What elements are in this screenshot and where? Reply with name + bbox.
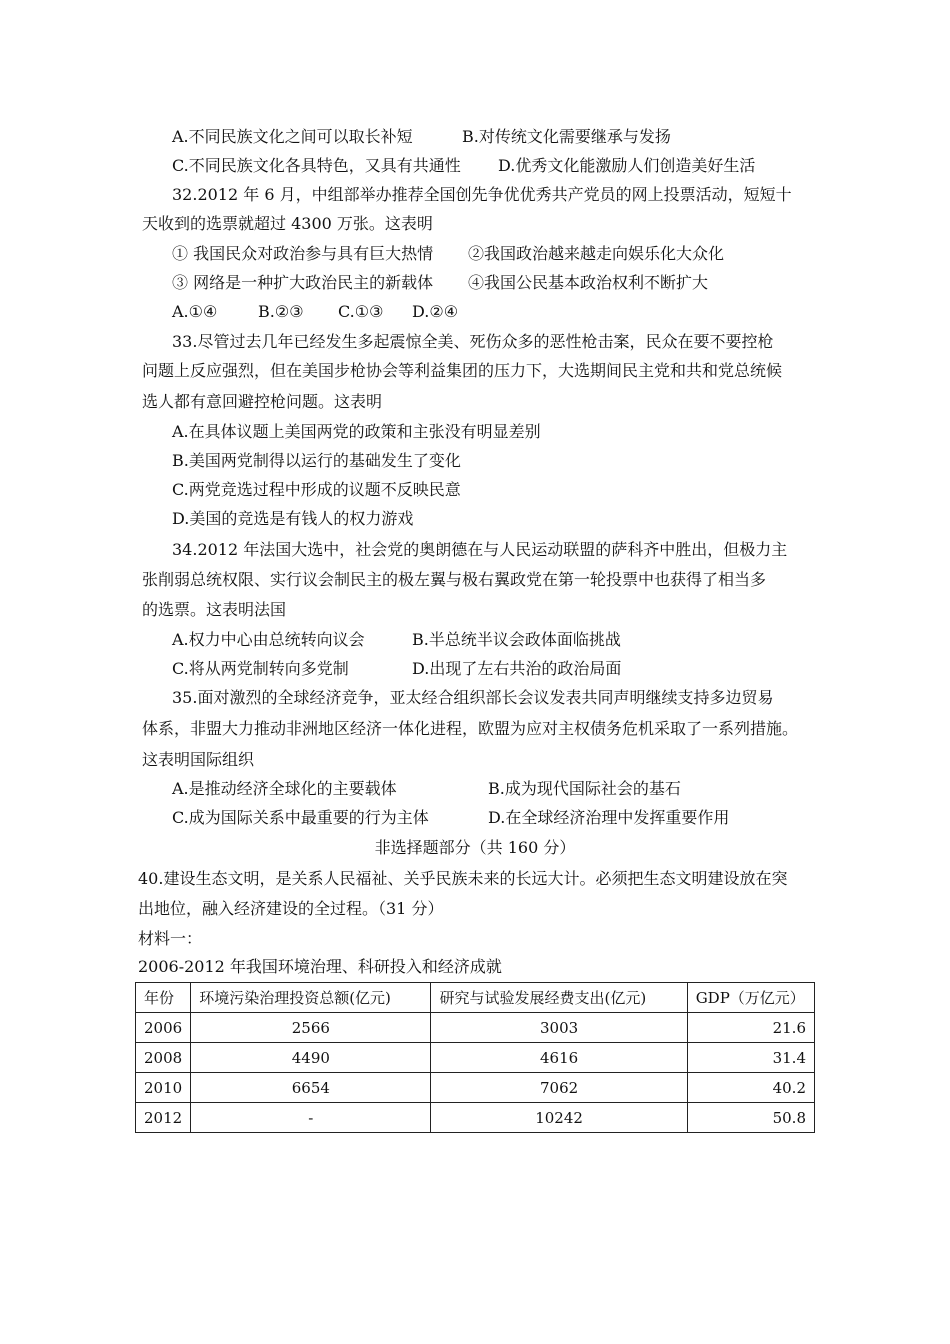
table-cell-gdp: 21.6 (687, 1013, 814, 1043)
table-title: 2006-2012 年我国环境治理、科研投入和经济成就 (138, 957, 502, 976)
table-cell-gdp: 50.8 (687, 1103, 814, 1133)
q35-option-d: D.在全球经济治理中发挥重要作用 (488, 808, 730, 827)
table-row (136, 1043, 815, 1073)
q34-stem-2: 张削弱总统权限、实行议会制民主的极左翼与极右翼政党在第一轮投票中也获得了相当多 (142, 570, 767, 589)
q33-stem-3: 选人都有意回避控枪问题。这表明 (142, 392, 383, 411)
q34-option-c: C.将从两党制转向多党制 (172, 659, 349, 678)
q32-stem-1: 32.2012 年 6 月，中组部举办推荐全国创先争优优秀共产党员的网上投票活动，短短十 (172, 185, 792, 204)
q35-option-b: B.成为现代国际社会的基石 (488, 779, 681, 798)
q32-stem-2: 天收到的选票就超过 4300 万张。这表明 (142, 214, 433, 233)
q33-option-a: A.在具体议题上美国两党的政策和主张没有明显差别 (172, 422, 541, 441)
section-title: 非选择题部分（共 160 分） (374, 838, 576, 857)
q32-choices (172, 302, 459, 322)
q32-choice-a: A.①④ (172, 302, 218, 321)
table-cell-rd-expenditure: 3003 (431, 1013, 687, 1043)
q32-item-4: ④我国公民基本政治权利不断扩大 (468, 273, 709, 292)
q35-option-a: A.是推动经济全球化的主要载体 (172, 779, 397, 798)
q33-option-c: C.两党竞选过程中形成的议题不反映民意 (172, 480, 461, 499)
q32-choice-b: B.②③ (258, 302, 304, 321)
table-cell-rd-expenditure: 7062 (431, 1073, 687, 1103)
table-cell-pollution-investment: 2566 (191, 1013, 431, 1043)
table-cell-gdp: 31.4 (687, 1043, 814, 1073)
table-header-pollution-investment: 环境污染治理投资总额(亿元) (191, 983, 431, 1013)
table-cell-rd-expenditure: 4616 (431, 1043, 687, 1073)
material-label: 材料一： (138, 929, 203, 948)
table-cell-gdp: 40.2 (687, 1073, 814, 1103)
q32-choice-c: C.①③ (338, 302, 384, 321)
q31-option-row-1 (172, 127, 671, 147)
table-row (136, 1103, 815, 1133)
table-cell-year: 2010 (136, 1073, 191, 1103)
q32-choice-d: D.②④ (412, 302, 459, 321)
table-row (136, 1013, 815, 1043)
q32-items-row-2 (172, 273, 709, 293)
q34-option-row-1 (172, 630, 621, 650)
q32-item-3: ③ 网络是一种扩大政治民主的新载体 (172, 273, 434, 292)
table-row (136, 1073, 815, 1103)
q33-stem-1: 33.尽管过去几年已经发生多起震惊全美、死伤众多的恶性枪击案，民众在要不要控枪 (172, 332, 774, 351)
q35-option-row-1 (172, 779, 681, 799)
q35-stem-3: 这表明国际组织 (142, 750, 255, 769)
q32-item-2: ②我国政治越来越走向娱乐化大众化 (468, 244, 725, 263)
q33-option-b: B.美国两党制得以运行的基础发生了变化 (172, 451, 461, 470)
q35-option-c: C.成为国际关系中最重要的行为主体 (172, 808, 429, 827)
table-cell-year: 2006 (136, 1013, 191, 1043)
q34-option-b: B.半总统半议会政体面临挑战 (412, 630, 621, 649)
q32-item-1: ① 我国民众对政治参与具有巨大热情 (172, 244, 434, 263)
q34-stem-1: 34.2012 年法国大选中，社会党的奥朗德在与人民运动联盟的萨科齐中胜出，但极力主 (172, 540, 788, 559)
q31-option-a: A.不同民族文化之间可以取长补短 (172, 127, 413, 146)
table-cell-pollution-investment: - (191, 1103, 431, 1133)
q40-stem-2: 出地位，融入经济建设的全过程。（31 分） (138, 899, 444, 918)
q31-option-c: C.不同民族文化各具特色，又具有共通性 (172, 156, 461, 175)
table-cell-rd-expenditure: 10242 (431, 1103, 687, 1133)
q35-option-row-2 (172, 808, 730, 828)
q34-option-row-2 (172, 659, 622, 679)
data-table (135, 982, 815, 1133)
table-cell-year: 2008 (136, 1043, 191, 1073)
q35-stem-1: 35.面对激烈的全球经济竞争，亚太经合组织部长会议发表共同声明继续支持多边贸易 (172, 688, 774, 707)
q34-option-a: A.权力中心由总统转向议会 (172, 630, 365, 649)
table-header-year: 年份 (136, 983, 191, 1013)
table-cell-pollution-investment: 6654 (191, 1073, 431, 1103)
q33-option-d: D.美国的竞选是有钱人的权力游戏 (172, 509, 414, 528)
table-header-row (136, 983, 815, 1013)
q34-option-d: D.出现了左右共治的政治局面 (412, 659, 622, 678)
q31-option-d: D.优秀文化能激励人们创造美好生活 (498, 156, 756, 175)
q31-option-b: B.对传统文化需要继承与发扬 (462, 127, 671, 146)
q31-option-row-2 (172, 156, 756, 176)
table-cell-year: 2012 (136, 1103, 191, 1133)
q35-stem-2: 体系，非盟大力推动非洲地区经济一体化进程，欧盟为应对主权债务危机采取了一系列措施。 (142, 719, 799, 738)
table-header-rd-expenditure: 研究与试验发展经费支出(亿元) (431, 983, 687, 1013)
table-cell-pollution-investment: 4490 (191, 1043, 431, 1073)
q34-stem-3: 的选票。这表明法国 (142, 600, 287, 619)
q32-items-row-1 (172, 244, 725, 264)
q33-stem-2: 问题上反应强烈，但在美国步枪协会等利益集团的压力下，大选期间民主党和共和党总统候 (142, 361, 783, 380)
table-header-gdp: GDP（万亿元） (687, 983, 814, 1013)
q40-stem-1: 40.建设生态文明，是关系人民福祉、关乎民族未来的长远大计。必须把生态文明建设放在突 (138, 869, 788, 888)
